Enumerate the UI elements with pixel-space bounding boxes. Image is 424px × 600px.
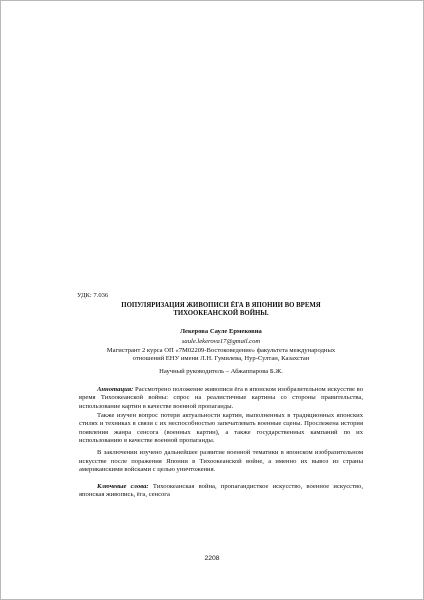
abstract-label: Аннотация: — [97, 385, 134, 393]
udk-code: УДК: 7.036 — [77, 292, 109, 299]
page-number: 2208 — [204, 555, 220, 562]
author-affiliation — [79, 347, 363, 365]
author-email: saule.lekerova17@gmail.com — [181, 338, 261, 345]
keywords-text: Тихоокеанская война, пропагандисткое искусство, военное искусство, японская живопись, ёга, сенсога — [79, 482, 363, 499]
affiliation-line-2: отношений ЕНУ имени Л.Н. Гумилева, Нур-Султан, Казахстан — [132, 355, 310, 363]
abstract-paragraph-3: В заключении изучено дальнейшее развитие военной тематики в японском изобразительном искусстве после поражения Японии в Тихоокеанской войне, а именно их вывоз из страны американскими войсками с целью уничтожения. — [79, 448, 363, 474]
abstract-text: Рассмотрено положение живописи ёга в японском изобразительном искусстве во время Тихоокеанской войны: спрос на реалистичные картины со стороны правительства, использование картин в качестве военной пропаганды. — [79, 385, 363, 410]
title-line-2: ТИХООКЕАНСКОЙ ВОЙНЫ. — [173, 310, 269, 317]
author-name: Лекерова Сауле Ермековна — [180, 328, 262, 336]
keywords-paragraph — [79, 483, 363, 500]
title-line-1: ПОПУЛЯРИЗАЦИЯ ЖИВОПИСИ ЁГА В ЯПОНИИ ВО ВРЕМЯ — [121, 301, 321, 309]
article-content — [79, 292, 363, 500]
abstract-paragraph-1 — [79, 386, 363, 412]
keywords-label: Ключевые слова: — [97, 482, 149, 490]
abstract-paragraph-2: Также изучен вопрос потери актуальности картин, выполненных в традиционных японских стилях и техниках в связи с их неспособностью запечатлевать военные сцены. Прослежена история появления жанра сенсога (военных картин), а также государственных кампаний по их использованию в качестве военной пропаганды. — [79, 411, 363, 445]
affiliation-line-1: Магистрант 2 курса ОП «7М02209-Востоковедение» факультета международных — [106, 346, 336, 354]
supervisor: Научный руководитель – Абжаппарова Б.Ж. — [159, 368, 283, 376]
article-title — [79, 302, 363, 319]
